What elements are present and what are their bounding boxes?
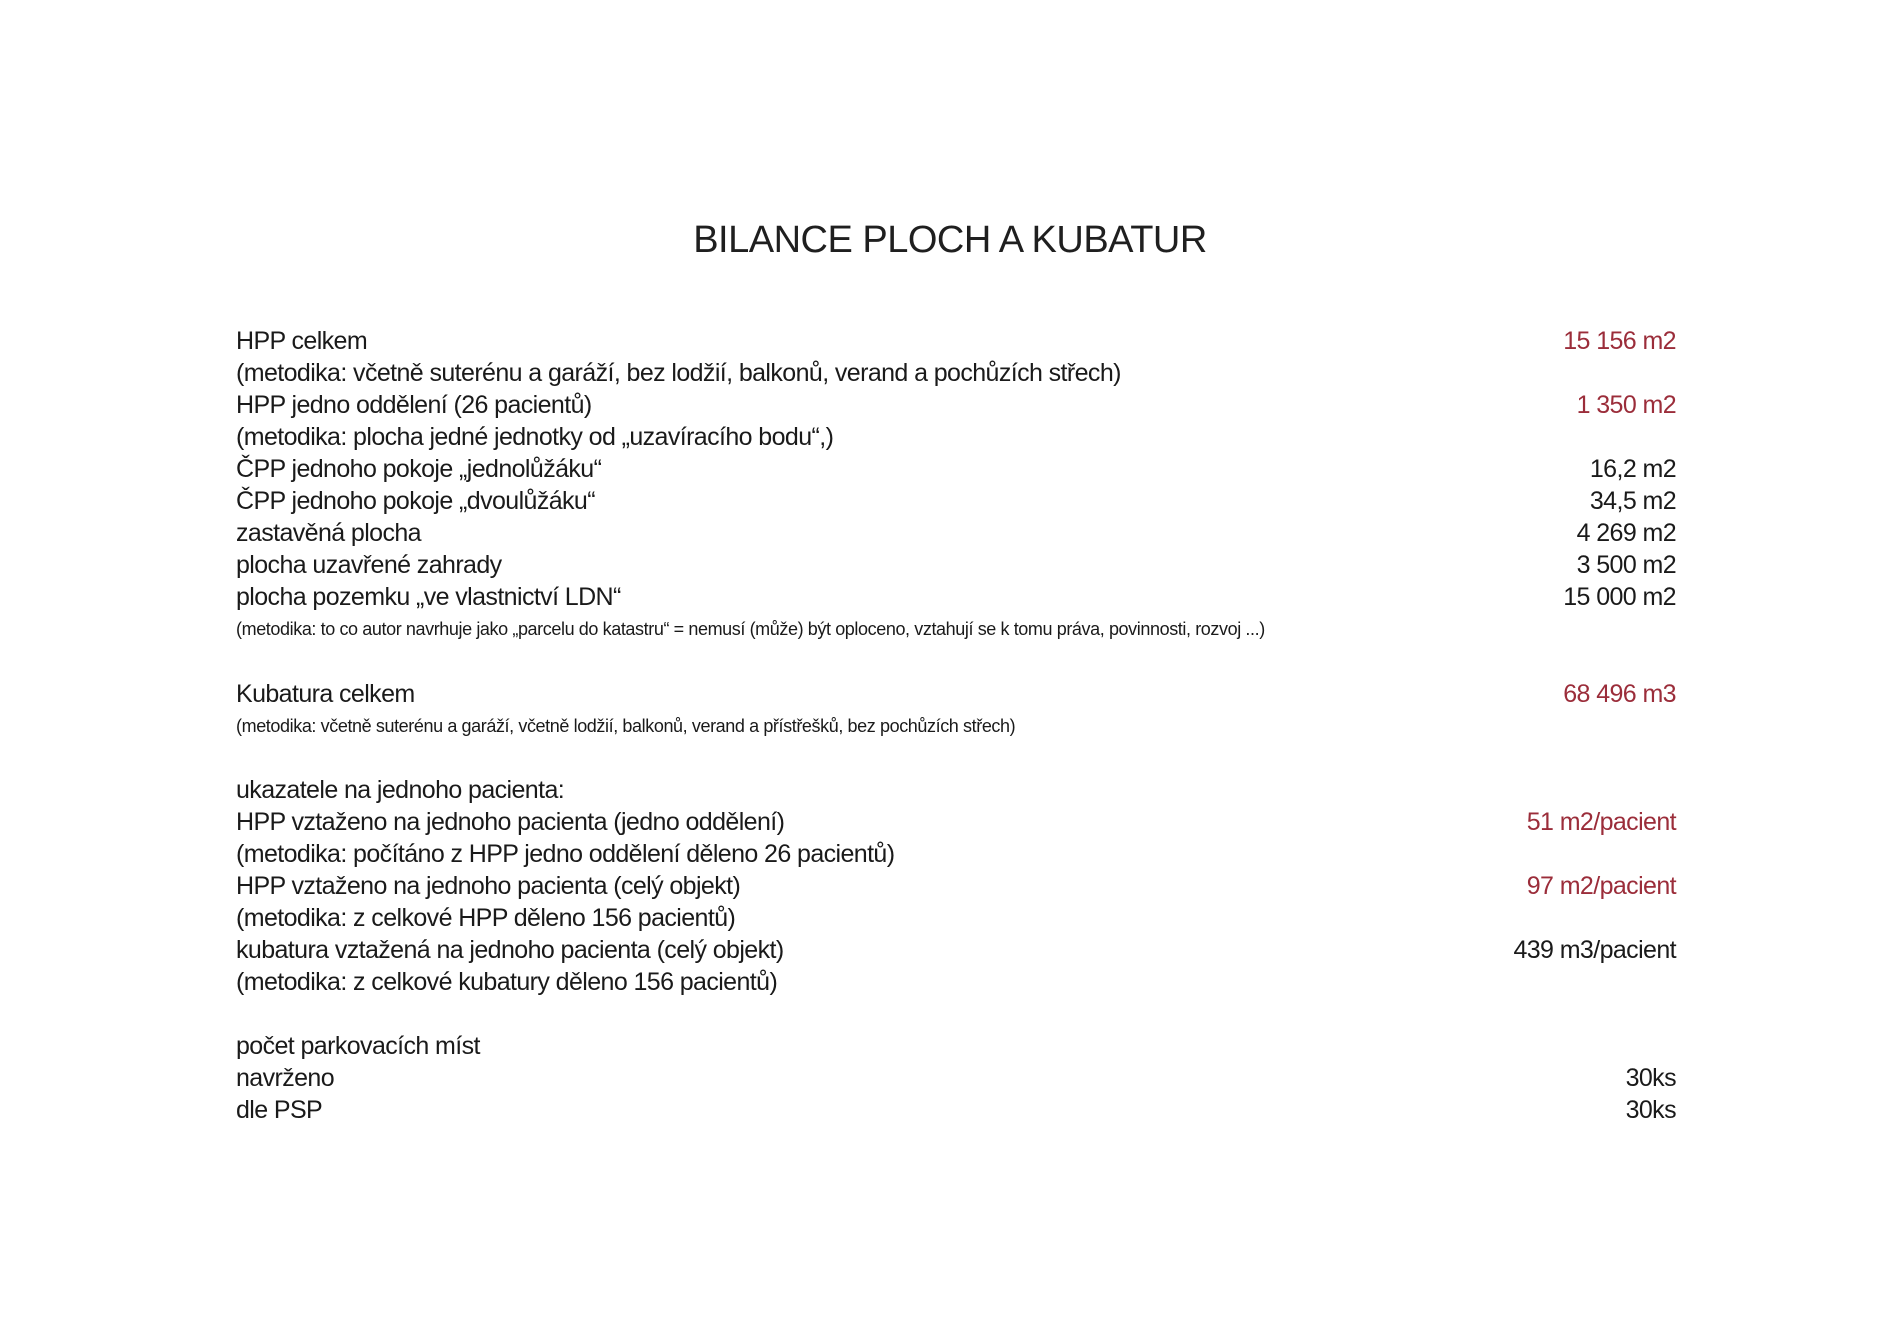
areas-section <box>236 325 1676 645</box>
table-row <box>236 870 1676 902</box>
row-label: (metodika: plocha jedné jednotky od „uzavíracího bodu“,) <box>236 423 834 451</box>
row-label: ČPP jednoho pokoje „jednolůžáku“ <box>236 455 602 483</box>
row-value: 1 350 m2 <box>1576 391 1676 419</box>
row-label: HPP jedno oddělení (26 pacientů) <box>236 391 592 419</box>
table-row <box>236 389 1676 421</box>
row-value: 97 m2/pacient <box>1526 872 1676 900</box>
row-label: (metodika: včetně suterénu a garáží, bez lodžií, balkonů, verand a pochůzích střech) <box>236 359 1121 387</box>
table-row <box>236 421 1676 453</box>
row-label: plocha uzavřené zahrady <box>236 551 502 579</box>
row-label: kubatura vztažená na jednoho pacienta (celý objekt) <box>236 936 784 964</box>
table-row <box>236 1094 1676 1126</box>
row-label: plocha pozemku „ve vlastnictví LDN“ <box>236 583 621 611</box>
page-title: BILANCE PLOCH A KUBATUR <box>693 219 1207 261</box>
row-value: 15 000 m2 <box>1563 583 1676 611</box>
row-label: HPP vztaženo na jednoho pacienta (celý objekt) <box>236 872 741 900</box>
row-value: 3 500 m2 <box>1576 551 1676 579</box>
row-label: (metodika: to co autor navrhuje jako „parcelu do katastru“ = nemusí (může) být oploceno, vztahují se k tomu práva, povinnosti, rozvoj ...) <box>236 619 1265 639</box>
row-value: 16,2 m2 <box>1589 455 1676 483</box>
row-value: 30ks <box>1625 1064 1676 1092</box>
row-label: dle PSP <box>236 1096 323 1124</box>
row-label: Kubatura celkem <box>236 680 415 708</box>
table-row <box>236 902 1676 934</box>
row-value: 439 m3/pacient <box>1513 936 1676 964</box>
row-label: ukazatele na jednoho pacienta: <box>236 776 565 804</box>
row-label: HPP celkem <box>236 327 368 355</box>
table-row <box>236 1062 1676 1094</box>
table-row <box>236 453 1676 485</box>
table-row <box>236 934 1676 966</box>
row-value: 15 156 m2 <box>1563 327 1676 355</box>
row-value: 34,5 m2 <box>1589 487 1676 515</box>
table-row <box>236 549 1676 581</box>
table-row <box>236 806 1676 838</box>
row-value: 30ks <box>1625 1096 1676 1124</box>
table-row <box>236 966 1676 998</box>
row-label: (metodika: z celkové kubatury děleno 156 pacientů) <box>236 968 778 996</box>
row-label: (metodika: z celkové HPP děleno 156 pacientů) <box>236 904 736 932</box>
table-row <box>236 613 1676 645</box>
row-label: (metodika: včetně suterénu a garáží, včetně lodžií, balkonů, verand a přístřešků, bez pochůzích střech) <box>236 716 1016 736</box>
table-row <box>236 710 1676 742</box>
table-row <box>236 517 1676 549</box>
table-row <box>236 325 1676 357</box>
row-label: počet parkovacích míst <box>236 1032 480 1060</box>
parking-section <box>236 1030 1676 1126</box>
row-label: ČPP jednoho pokoje „dvoulůžáku“ <box>236 487 595 515</box>
section-heading <box>236 774 1676 806</box>
table-row <box>236 485 1676 517</box>
row-value: 4 269 m2 <box>1576 519 1676 547</box>
volume-section <box>236 678 1676 742</box>
per-patient-section <box>236 774 1676 998</box>
row-label: (metodika: počítáno z HPP jedno oddělení děleno 26 pacientů) <box>236 840 895 868</box>
row-label: navrženo <box>236 1064 335 1092</box>
table-row <box>236 838 1676 870</box>
row-value: 51 m2/pacient <box>1526 808 1676 836</box>
row-value: 68 496 m3 <box>1563 680 1676 708</box>
table-row <box>236 678 1676 710</box>
table-row <box>236 581 1676 613</box>
table-row <box>236 357 1676 389</box>
section-heading <box>236 1030 1676 1062</box>
row-label: zastavěná plocha <box>236 519 421 547</box>
row-label: HPP vztaženo na jednoho pacienta (jedno oddělení) <box>236 808 785 836</box>
